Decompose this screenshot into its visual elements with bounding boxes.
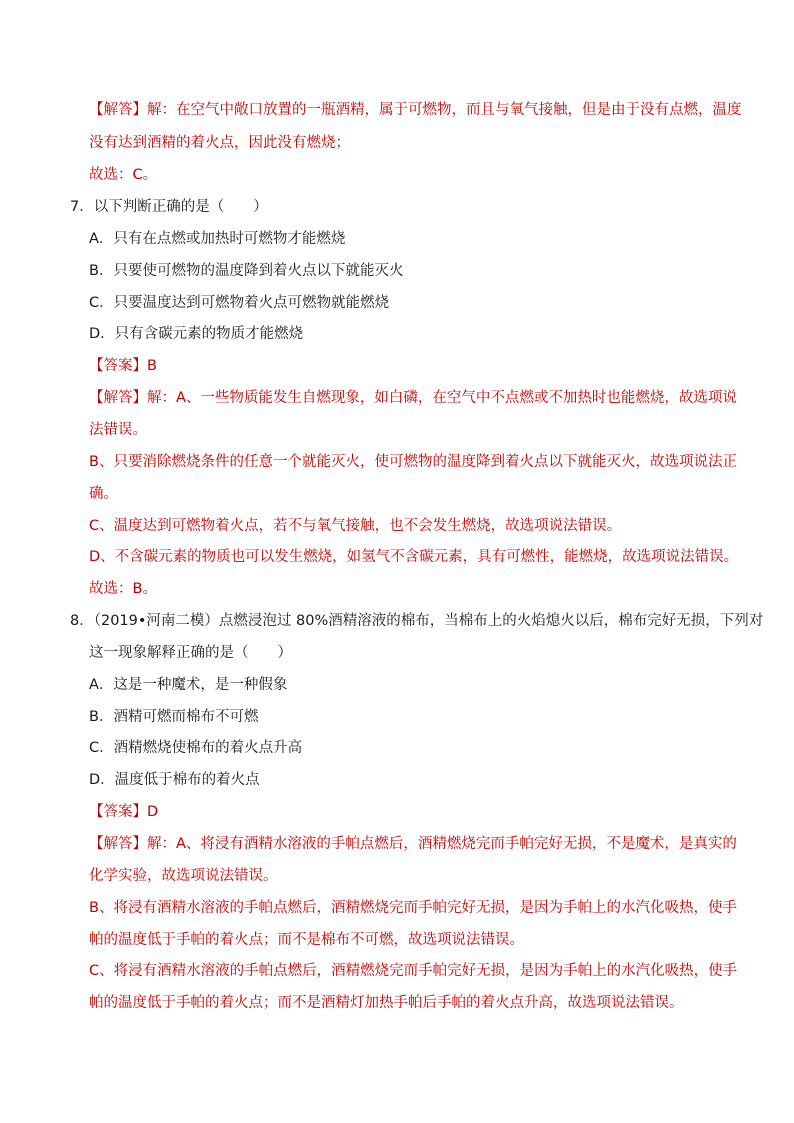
- q7-analysis-line-3: B、只要消除燃烧条件的任意一个就能灭火，使可燃物的温度降到着火点以下就能灭火，故选项说法正: [89, 454, 737, 470]
- q7-option-d: D．只有含碳元素的物质才能燃烧: [89, 326, 304, 342]
- answer-tag: 【答案】: [89, 804, 147, 820]
- q7-analysis-line-1: [89, 388, 737, 408]
- analysis-text: 解：A、一些物质能发生自燃现象，如白磷，在空气中不点燃或不加热时也能燃烧，故选项说: [147, 390, 737, 406]
- q8-answer: [89, 802, 158, 822]
- q7-option-c: C．只要温度达到可燃物着火点可燃物就能燃烧: [89, 295, 390, 311]
- q7-analysis-line-4: 确。: [89, 486, 118, 502]
- q7-option-a: A．只有在点燃或加热时可燃物才能燃烧: [89, 231, 346, 247]
- q7-analysis-line-2: 法错误。: [89, 422, 147, 438]
- q7-answer: [89, 356, 157, 376]
- q8-analysis-line-3: B、将浸有酒精水溶液的手帕点燃后，酒精燃烧完而手帕完好无损，是因为手帕上的水汽化吸热，使手: [89, 900, 737, 916]
- analysis-tag: 【解答】: [89, 836, 147, 852]
- q8-analysis-line-2: 化学实验，故选项说法错误。: [89, 868, 278, 884]
- q7-analysis-line-5: C、温度达到可燃物着火点，若不与氧气接触，也不会发生燃烧，故选项说法错误。: [89, 518, 622, 534]
- q6-analysis-line-1: [89, 100, 742, 120]
- q8-option-d: D．温度低于棉布的着火点: [89, 772, 260, 788]
- q8-analysis-line-6: 帕的温度低于手帕的着火点；而不是酒精灯加热手帕后手帕的着火点升高，故选项说法错误。: [89, 995, 684, 1011]
- answer-tag: 【答案】: [89, 358, 147, 374]
- q7-stem: 7．以下判断正确的是（ ）: [70, 199, 268, 215]
- answer-value: D: [147, 804, 159, 820]
- analysis-text: 解：A、将浸有酒精水溶液的手帕点燃后，酒精燃烧完而手帕完好无损，不是魔术，是真实的: [147, 836, 737, 852]
- q8-analysis-line-4: 帕的温度低于手帕的着火点；而不是棉布不可燃，故选项说法错误。: [89, 932, 524, 948]
- q6-analysis-line-2: 没有达到酒精的着火点，因此没有燃烧；: [89, 135, 350, 151]
- q6-conclusion: 故选：C。: [89, 167, 158, 183]
- q8-option-c: C．酒精燃烧使棉布的着火点升高: [89, 740, 303, 756]
- q7-conclusion: 故选：B。: [89, 581, 157, 597]
- analysis-text: 解：在空气中敞口放置的一瓶酒精，属于可燃物，而且与氧气接触，但是由于没有点燃，温度: [147, 102, 742, 118]
- q7-option-b: B．只要使可燃物的温度降到着火点以下就能灭火: [89, 263, 404, 279]
- q7-analysis-line-6: D、不含碳元素的物质也可以发生燃烧，如氢气不含碳元素，具有可燃性，能燃烧，故选项说法错误。: [89, 549, 739, 565]
- q8-stem-line-2: 这一现象解释正确的是（ ）: [89, 645, 292, 661]
- q8-analysis-line-1: [89, 834, 737, 854]
- q8-stem-line-1: 8．（2019•河南二模）点燃浸泡过 80%酒精溶液的棉布，当棉布上的火焰熄火以后，棉布完好无损，下列对: [70, 613, 764, 629]
- answer-value: B: [147, 358, 157, 374]
- q8-option-b: B．酒精可燃而棉布不可燃: [89, 709, 259, 725]
- q8-analysis-line-5: C、将浸有酒精水溶液的手帕点燃后，酒精燃烧完而手帕完好无损，是因为手帕上的水汽化吸热，使手: [89, 963, 738, 979]
- q8-option-a: A．这是一种魔术，是一种假象: [89, 677, 288, 693]
- analysis-tag: 【解答】: [89, 102, 147, 118]
- analysis-tag: 【解答】: [89, 390, 147, 406]
